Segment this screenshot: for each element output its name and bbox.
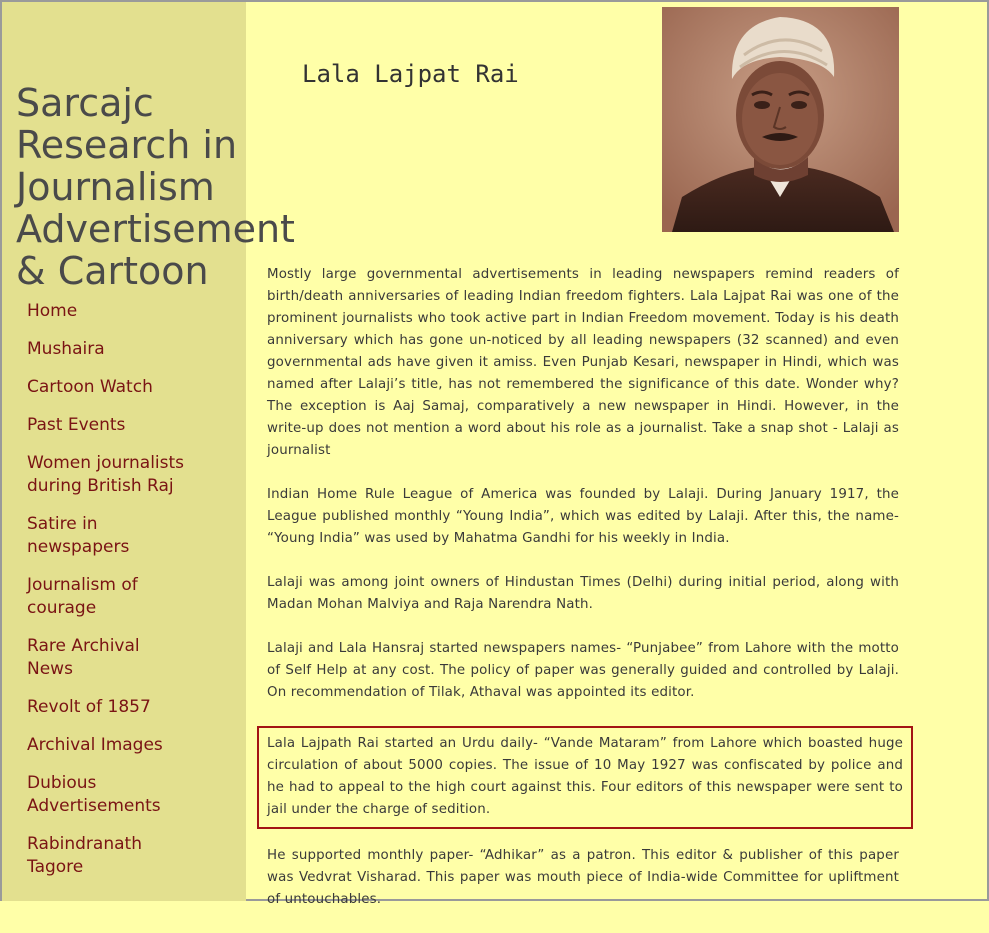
nav-item-archival-images [27,734,227,757]
nav-link-cartoon-watch[interactable]: Cartoon Watch [27,377,153,397]
nav-item-satire [27,513,227,559]
nav-link-home[interactable]: Home [27,301,78,321]
nav-item-past-events [27,414,227,437]
article-body [267,264,903,933]
nav-item-journalism-courage [27,574,227,620]
article-paragraph: Lalaji was among joint owners of Hindustan Times (Delhi) during initial period, along with Madan Mohan Malviya and Raja Narendra Nath. [267,575,899,612]
portrait-image [662,7,899,232]
article-paragraph: Mostly large governmental advertisements in leading newspapers remind readers of birth/death anniversaries of leading Indian freedom fighters. Lala Lajpat Rai was one of the prominent journalists who took active part in Indian Freedom movement. Today is his death anniversary which has gone un-noticed by all leading newspapers (32 scanned) and even governmental ads have given it amiss. Even Punjab Kesari, newspaper in Hindi, which was named after Lalaji’s title, has not remembered the significance of this date. Wonder why? The exception is Aaj Samaj, comparatively a new newspaper in Hindi. However, in the write-up does not mention a word about his role as a journalist. Take a snap shot - Lalaji as journalist [267,267,899,458]
article-paragraph: Indian Home Rule League of America was founded by Lalaji. During January 1917, the League published monthly “Young India”, which was edited by Lalaji. After this, the name- “Young India” was used by Mahatma Gandhi for his weekly in India. [267,487,899,546]
nav-item-women-journalists [27,452,227,498]
nav-link-dubious-ads[interactable]: Dubious Advertisements [27,773,161,816]
nav-item-mushaira [27,338,227,361]
nav-link-past-events[interactable]: Past Events [27,415,126,435]
nav-link-rare-archival-news[interactable]: Rare Archival News [27,636,140,679]
nav-item-revolt-1857 [27,696,227,719]
portrait-photo [662,7,899,232]
nav-link-satire[interactable]: Satire in newspapers [27,514,130,557]
article-paragraph: Lalaji and Lala Hansraj started newspapers names- “Punjabee” from Lahore with the motto of Self Help at any cost. The policy of paper was generally guided and controlled by Lalaji. On recommendation of Tilak, Athaval was appointed its editor. [267,641,899,700]
site-title: Sarcajc Research in Journalism Advertisement & Cartoon [16,81,295,293]
nav-item-rare-archival-news [27,635,227,681]
nav-link-revolt-1857[interactable]: Revolt of 1857 [27,697,151,717]
article-paragraph: He supported monthly paper- “Adhikar” as a patron. This editor & publisher of this paper was Vedvrat Visharad. This paper was mouth piece of India-wide Committee for upliftment of untouchables. [267,848,899,907]
nav-link-journalism-courage[interactable]: Journalism of courage [27,575,138,618]
nav-item-rabindranath-tagore [27,833,227,879]
nav-item-dubious-ads [27,772,227,818]
highlighted-paragraph: Lala Lajpath Rai started an Urdu daily- “Vande Mataram” from Lahore which boasted huge circulation of about 5000 copies. The issue of 10 May 1927 was confiscated by police and he had to appeal to the high court against this. Four editors of this newspaper were sent to jail under the charge of sedition. [257,726,913,829]
nav-link-rabindranath-tagore[interactable]: Rabindranath Tagore [27,834,142,877]
sidebar-nav [27,300,227,894]
nav-link-mushaira[interactable]: Mushaira [27,339,105,359]
nav-link-archival-images[interactable]: Archival Images [27,735,163,755]
nav-item-cartoon-watch [27,376,227,399]
page-heading: Lala Lajpat Rai [302,60,519,88]
nav-link-women-journalists[interactable]: Women journalists during British Raj [27,453,185,496]
nav-item-home [27,300,227,323]
